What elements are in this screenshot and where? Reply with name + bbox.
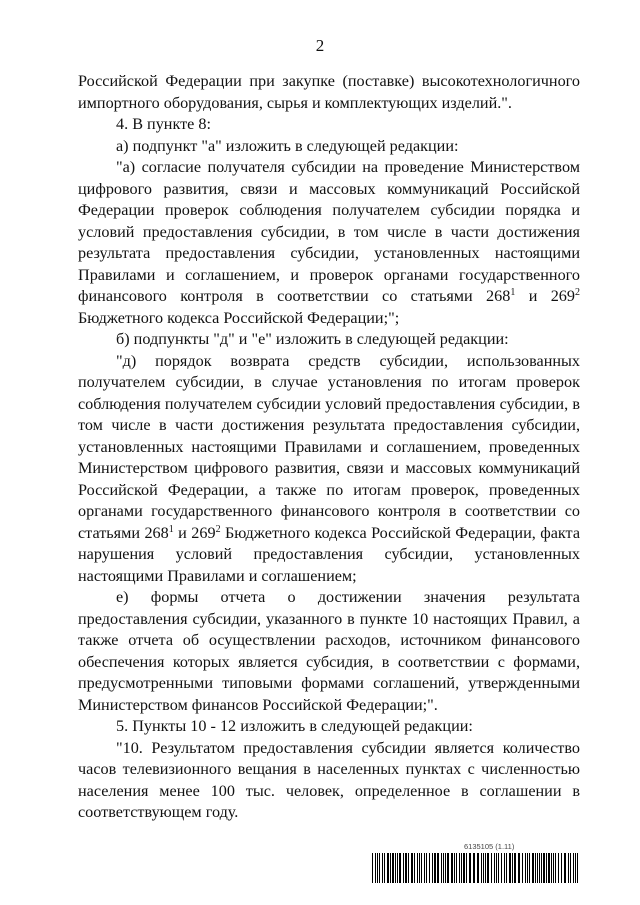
paragraph-item-10-text: "10. Результатом предоставления субсидии является количество часов телевизионного вещания в населенных пунктах с численностью населения менее 100 тыс. человек, определенное в соглашении в соответствующем году.	[78, 738, 580, 821]
superscript: 2	[215, 523, 221, 535]
barcode	[372, 853, 578, 883]
barcode-code: 6135105 (1.11)	[464, 842, 515, 851]
paragraph-subitem-a: а) подпункт "а" изложить в следующей редакции:	[116, 136, 459, 155]
paragraph-continuation: Российской Федерации при закупке (поставке) высокотехнологичного импортного оборудования, сырья и комплектующих изделий.".	[78, 72, 580, 112]
paragraph-subpoint-a-text	[78, 157, 580, 329]
paragraph-subpoint-e-text: е) формы отчета о достижении значения результата предоставления субсидии, указанного в пункте 10 настоящих Правил, а также отчета об осуществлении расходов, источником финансового обеспечения которых является субсидия, в соответствии с формами, предусмотренными типовыми формами соглашений, утвержденными Министерством финансов Российской Федерации;".	[78, 588, 580, 714]
superscript: 2	[575, 287, 580, 298]
paragraph-subpoint-d-text	[78, 351, 580, 588]
paragraph-item-4: 4. В пункте 8:	[116, 115, 211, 133]
text-segment: Бюджетного кодекса Российской Федерации, факта нарушения условий предоставления субсидии, установленных настоящими Правилами и соглашением;	[78, 523, 580, 585]
text-segment: "а) согласие получателя субсидии на проведение Министерством цифрового развития, связи и массовых коммуникаций Российской Федерации проверок соблюдения получателем субсидии порядка и условий предоставления субсидии, в том числе в части достижения результата предоставления субсидии, установленных настоящими Правилами и соглашением, и проверок органами государственного финансового контроля в соответствии со статьями 268	[78, 158, 580, 305]
page-number: 2	[315, 36, 325, 55]
text-segment: "д) порядок возврата средств субсидии, использованных получателем субсидии, в случае установления по итогам проверок соблюдения получателем субсидии условий предоставления субсидии, в том числе в части достижения результата предоставления субсидии, установленных настоящими Правилами и соглашением, проведенных Министерством цифрового развития, связи и массовых коммуникаций Российской Федерации, а также по итогам проверок, проведенных органами государственного финансового контроля в соответствии со статьями 268	[78, 351, 580, 542]
paragraph-item-5: 5. Пункты 10 - 12 изложить в следующей редакции:	[116, 717, 473, 735]
document-body	[78, 71, 580, 824]
paragraph-subitem-b: б) подпункты "д" и "е" изложить в следующей редакции:	[116, 330, 509, 348]
text-segment: и 269	[173, 523, 216, 542]
superscript: 1	[510, 287, 516, 298]
text-segment: Бюджетного кодекса Российской Федерации;";	[78, 308, 400, 327]
document-footer	[372, 842, 578, 886]
superscript: 1	[168, 523, 174, 535]
text-segment: и 269	[515, 287, 575, 305]
